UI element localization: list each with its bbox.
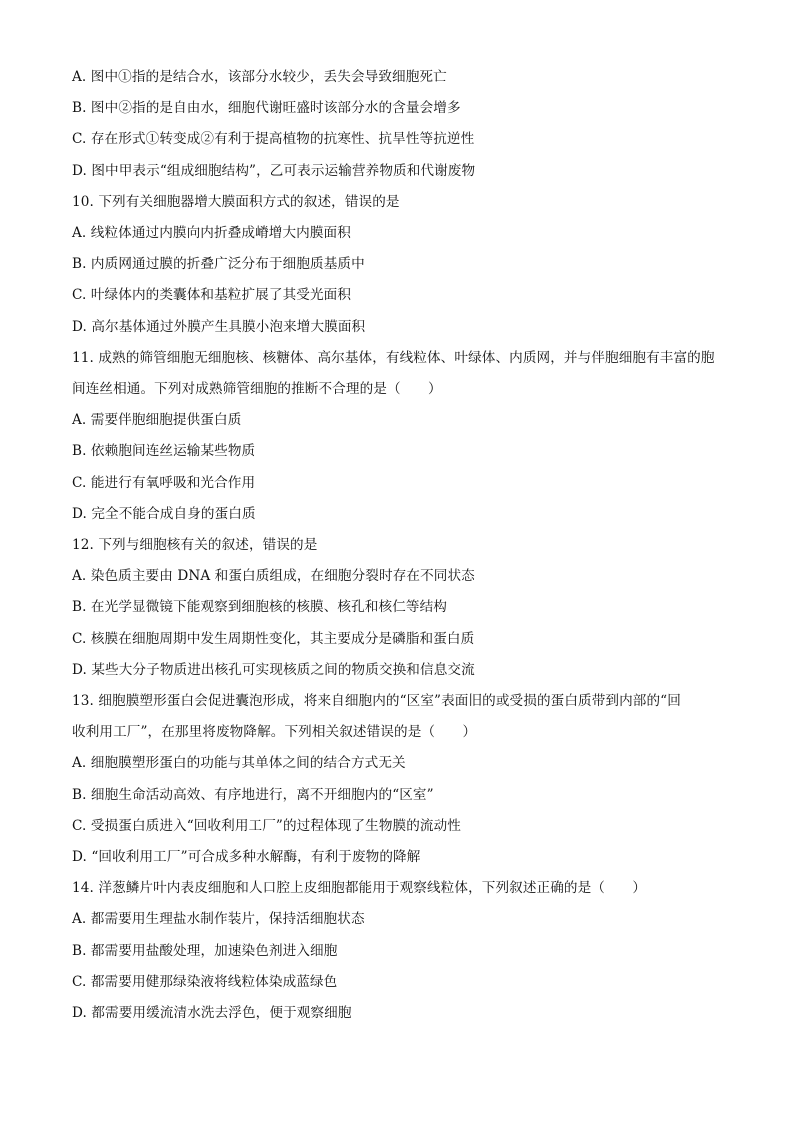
option-c: C. 受损蛋白质进入“回收利用工厂”的过程体现了生物膜的流动性 (72, 817, 461, 834)
option-b: B. 细胞生命活动高效、有序地进行，离不开细胞内的“区室” (72, 786, 434, 803)
question-14 (72, 873, 732, 1029)
question-9-options (72, 62, 732, 187)
option-c: C. 叶绿体内的类囊体和基粒扩展了其受光面积 (72, 287, 352, 304)
option-d: D. 图中甲表示“组成细胞结构”，乙可表示运输营养物质和代谢废物 (72, 162, 476, 179)
question-stem-line-1: 13. 细胞膜塑形蛋白会促进囊泡形成，将来自细胞内的“区室”表面旧的或受损的蛋白质带到内部的“回 (72, 693, 681, 710)
option-a: A. 都需要用生理盐水制作装片，保持活细胞状态 (72, 911, 365, 928)
question-stem: 10. 下列有关细胞器增大膜面积方式的叙述，错误的是 (72, 193, 400, 210)
option-c: C. 存在形式①转变成②有利于提高植物的抗寒性、抗旱性等抗逆性 (72, 131, 475, 148)
question-stem-line-1: 11. 成熟的筛管细胞无细胞核、核糖体、高尔基体，有线粒体、叶绿体、内质网，并与伴胞细胞有丰富的胞 (72, 349, 715, 366)
option-b: B. 图中②指的是自由水，细胞代谢旺盛时该部分水的含量会增多 (72, 100, 461, 117)
option-a: A. 细胞膜塑形蛋白的功能与其单体之间的结合方式无关 (72, 755, 406, 772)
question-stem: 14. 洋葱鳞片叶内表皮细胞和人口腔上皮细胞都能用于观察线粒体，下列叙述正确的是（ ） (72, 880, 647, 897)
option-b: B. 在光学显微镜下能观察到细胞核的核膜、核孔和核仁等结构 (72, 599, 447, 616)
option-b: B. 内质网通过膜的折叠广泛分布于细胞质基质中 (72, 256, 365, 273)
option-b: B. 都需要用盐酸处理，加速染色剂进入细胞 (72, 942, 338, 959)
option-a: A. 线粒体通过内膜向内折叠成嵴增大内膜面积 (72, 225, 351, 242)
question-stem: 12. 下列与细胞核有关的叙述，错误的是 (72, 537, 318, 554)
option-d: D. 某些大分子物质进出核孔可实现核质之间的物质交换和信息交流 (72, 661, 475, 678)
question-list (72, 62, 732, 1029)
option-d: D. 高尔基体通过外膜产生具膜小泡来增大膜面积 (72, 318, 366, 335)
option-a: A. 需要伴胞细胞提供蛋白质 (72, 412, 242, 429)
option-d: D. “回收利用工厂”可合成多种水解酶，有利于废物的降解 (72, 849, 421, 866)
option-d: D. 都需要用缓流清水洗去浮色，便于观察细胞 (72, 1005, 352, 1022)
question-13 (72, 686, 732, 873)
question-10 (72, 187, 732, 343)
option-c: C. 都需要用健那绿染液将线粒体染成蓝绿色 (72, 973, 338, 990)
option-b: B. 依赖胞间连丝运输某些物质 (72, 443, 256, 460)
option-c: C. 核膜在细胞周期中发生周期性变化，其主要成分是磷脂和蛋白质 (72, 630, 475, 647)
question-stem-line-2: 收利用工厂”，在那里将废物降解。下列相关叙述错误的是（ ） (72, 724, 477, 741)
option-d: D. 完全不能合成自身的蛋白质 (72, 505, 256, 522)
question-11 (72, 343, 732, 530)
option-c: C. 能进行有氧呼吸和光合作用 (72, 474, 256, 491)
question-12 (72, 530, 732, 686)
option-a: A. 染色质主要由 DNA 和蛋白质组成，在细胞分裂时存在不同状态 (72, 568, 475, 585)
question-stem-line-2: 间连丝相通。下列对成熟筛管细胞的推断不合理的是（ ） (72, 381, 442, 398)
option-a: A. 图中①指的是结合水，该部分水较少，丢失会导致细胞死亡 (72, 69, 447, 85)
